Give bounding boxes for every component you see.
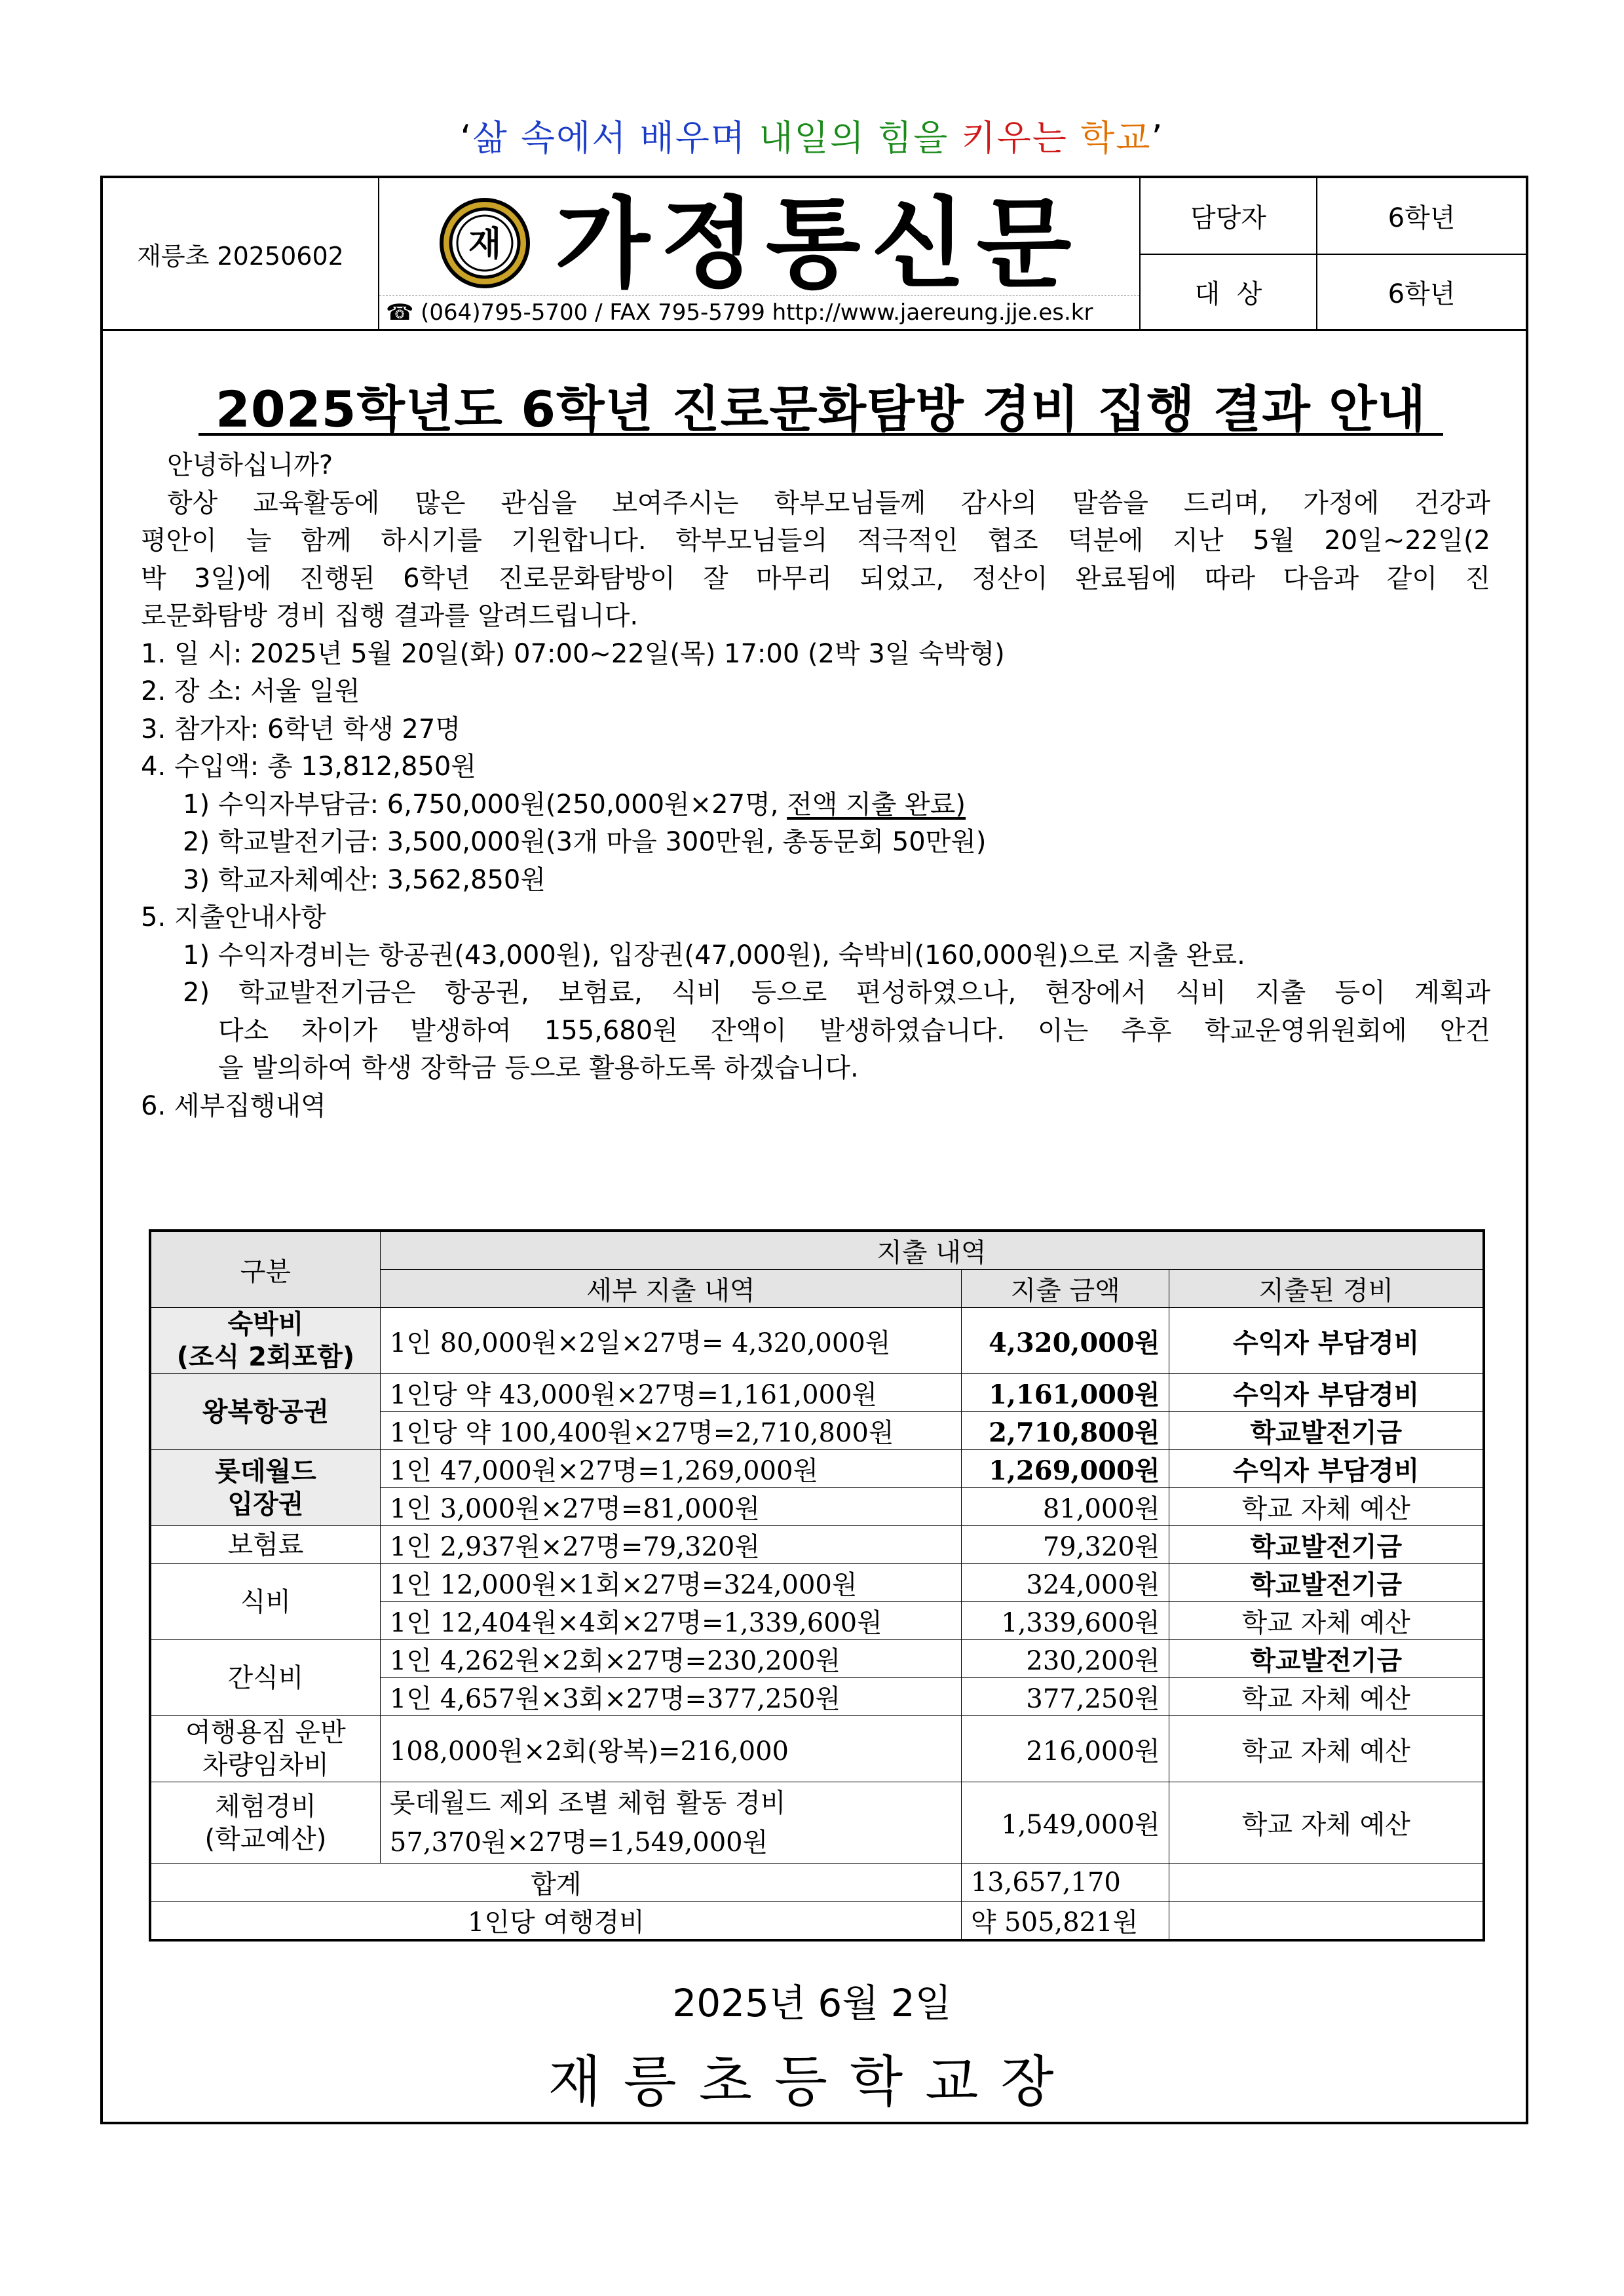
target-label: 대 상 <box>1194 279 1262 309</box>
table-row <box>150 1450 1484 1488</box>
fund-cell: 학교 자체 예산 <box>1169 1716 1484 1782</box>
motto-word: 배우며 <box>639 117 747 159</box>
paragraph-line: 평안이 늘 함께 하시기를 기원합니다. 학부모님들의 적극적인 협조 덕분에 지난 5월 20일~22일(2 <box>141 526 1490 556</box>
detail-cell: 1인 12,000원×1회×27명=324,000원 <box>380 1564 961 1602</box>
list-subitem-fund-note-cont: 다소 차이가 발생하여 155,680원 잔액이 발생하였습니다. 이는 추후 학교운영위원회에 안건 <box>218 1015 1490 1046</box>
table-row <box>150 1526 1484 1564</box>
category-cell: 여행용짐 운반 차량임차비 <box>150 1716 380 1782</box>
target-value: 6학년 <box>1388 279 1456 309</box>
masthead-area <box>379 178 1139 329</box>
motto-quote-open: ‘ <box>460 117 473 159</box>
header-amount: 지출 금액 <box>961 1270 1169 1308</box>
list-subitem-fund-note: 2) 학교발전기금은 항공권, 보험료, 식비 등으로 편성하였으나, 현장에서 식비 지출 등이 계획과 <box>183 978 1490 1008</box>
issue-date: 2025년 6월 2일 <box>672 1981 952 2025</box>
category-cell: 왕복항공권 <box>150 1374 380 1450</box>
fund-cell: 학교 자체 예산 <box>1169 1602 1484 1640</box>
school-seal-icon <box>438 197 531 290</box>
fund-cell: 학교발전기금 <box>1169 1640 1484 1678</box>
beneficiary-fee-text: 1) 수익자부담금: 6,750,000원(250,000원×27명, <box>183 789 787 820</box>
paragraph-line: 박 3일)에 진행된 6학년 진로문화탐방이 잘 마무리 되었고, 정산이 완료됨에 따라 다음과 같이 진 <box>141 563 1490 594</box>
fund-cell: 학교발전기금 <box>1169 1564 1484 1602</box>
fund-cell: 수익자 부담경비 <box>1169 1308 1484 1374</box>
amount-cell: 324,000원 <box>961 1564 1169 1602</box>
list-item-place: 2. 장 소: 서울 일원 <box>141 676 360 706</box>
per-person-label: 1인당 여행경비 <box>150 1902 961 1941</box>
list-item-expense-notes: 5. 지출안내사항 <box>141 902 326 932</box>
fund-cell: 학교발전기금 <box>1169 1526 1484 1564</box>
list-subitem-beneficiary-fee <box>141 786 1490 824</box>
table-row <box>150 1782 1484 1864</box>
fund-cell: 수익자 부담경비 <box>1169 1450 1484 1488</box>
detail-cell: 1인 4,657원×3회×27명=377,250원 <box>380 1678 961 1716</box>
total-fund-empty <box>1169 1864 1484 1902</box>
amount-cell: 1,549,000원 <box>961 1782 1169 1864</box>
detail-cell: 1인 47,000원×27명=1,269,000원 <box>380 1450 961 1488</box>
fund-cell: 학교 자체 예산 <box>1169 1782 1484 1864</box>
school-contact: ☎ (064)795-5700 / FAX 795-5799 http://www.jaereung.jje.es.kr <box>379 295 1139 329</box>
list-subitem-school-budget: 3) 학교자체예산: 3,562,850원 <box>183 864 546 895</box>
header-expense-group: 지출 내역 <box>380 1231 1484 1270</box>
table-row <box>150 1640 1484 1678</box>
document-number: 재릉초 20250602 <box>137 241 344 271</box>
header-category: 구분 <box>150 1231 380 1308</box>
detail-cell: 1인 2,937원×27명=79,320원 <box>380 1526 961 1564</box>
list-item-income: 4. 수입액: 총 13,812,850원 <box>141 752 477 782</box>
principal-signature-line: 재릉초등학교장 <box>548 2050 1076 2114</box>
school-motto <box>0 110 1624 161</box>
per-person-fund-empty <box>1169 1902 1484 1941</box>
detail-cell: 1인 4,262원×2회×27명=230,200원 <box>380 1640 961 1678</box>
list-item-details: 6. 세부집행내역 <box>141 1090 326 1121</box>
list-subitem-beneficiary-expense: 1) 수익자경비는 항공권(43,000원), 입장권(47,000원), 숙박비(160,000원)으로 지출 완료. <box>183 940 1245 970</box>
category-cell: 식비 <box>150 1564 380 1640</box>
motto-word: 힘을 <box>877 117 949 159</box>
amount-cell: 230,200원 <box>961 1640 1169 1678</box>
amount-cell: 1,161,000원 <box>961 1374 1169 1412</box>
motto-word: 학교 <box>1080 117 1152 159</box>
detail-cell: 1인 80,000원×2일×27명= 4,320,000원 <box>380 1308 961 1374</box>
table-row <box>150 1308 1484 1374</box>
letter-header <box>103 178 1526 331</box>
category-cell: 숙박비 (조식 2회포함) <box>150 1308 380 1374</box>
document-frame <box>100 176 1528 2124</box>
motto-word: 키우는 <box>961 117 1068 159</box>
table-row <box>150 1564 1484 1602</box>
detail-cell: 1인당 약 100,400원×27명=2,710,800원 <box>380 1412 961 1450</box>
expense-table <box>149 1229 1485 1942</box>
category-cell: 간식비 <box>150 1640 380 1716</box>
fund-cell: 학교 자체 예산 <box>1169 1678 1484 1716</box>
paragraph-line: 항상 교육활동에 많은 관심을 보여주시는 학부모님들께 감사의 말씀을 드리며, 가정에 건강과 <box>167 488 1490 518</box>
list-subitem-development-fund: 2) 학교발전기금: 3,500,000원(3개 마을 300만원, 총동문회 50만원) <box>183 827 987 857</box>
list-item-participants: 3. 참가자: 6학년 학생 27명 <box>141 714 461 744</box>
manager-label: 담당자 <box>1190 203 1266 233</box>
table-row <box>150 1716 1484 1782</box>
header-fund: 지출된 경비 <box>1169 1270 1484 1308</box>
paragraph-line: 로문화탐방 경비 집행 결과를 알려드립니다. <box>141 601 639 631</box>
beneficiary-fee-complete: 전액 지출 완료) <box>787 789 966 820</box>
category-cell: 롯데월드 입장권 <box>150 1450 380 1526</box>
amount-cell: 1,339,600원 <box>961 1602 1169 1640</box>
letter-body <box>141 447 1490 1125</box>
amount-cell: 377,250원 <box>961 1678 1169 1716</box>
detail-cell: 1인 3,000원×27명=81,000원 <box>380 1488 961 1526</box>
amount-cell: 81,000원 <box>961 1488 1169 1526</box>
amount-cell: 1,269,000원 <box>961 1450 1169 1488</box>
motto-word: 내일의 <box>759 117 865 159</box>
detail-cell: 1인당 약 43,000원×27명=1,161,000원 <box>380 1374 961 1412</box>
per-person-amount: 약 505,821원 <box>961 1902 1169 1941</box>
fund-cell: 수익자 부담경비 <box>1169 1374 1484 1412</box>
amount-cell: 79,320원 <box>961 1526 1169 1564</box>
table-total-row <box>150 1864 1484 1902</box>
table-per-person-row <box>150 1902 1484 1941</box>
amount-cell: 4,320,000원 <box>961 1308 1169 1374</box>
page-title: 2025학년도 6학년 진로문화탐방 경비 집행 결과 안내 <box>215 380 1427 438</box>
table-header-row <box>150 1231 1484 1270</box>
motto-quote-close: ’ <box>1151 117 1164 159</box>
category-cell: 보험료 <box>150 1526 380 1564</box>
detail-cell: 롯데월드 제외 조별 체험 활동 경비 57,370원×27명=1,549,000원 <box>380 1782 961 1864</box>
total-label: 합계 <box>150 1864 961 1902</box>
motto-word: 삶 속에서 <box>472 117 628 159</box>
amount-cell: 216,000원 <box>961 1716 1169 1782</box>
masthead-title: 가정통신문 <box>555 186 1082 301</box>
manager-value: 6학년 <box>1388 203 1456 233</box>
header-detail: 세부 지출 내역 <box>380 1270 961 1308</box>
greeting: 안녕하십니까? <box>167 450 333 480</box>
fund-cell: 학교발전기금 <box>1169 1412 1484 1450</box>
amount-cell: 2,710,800원 <box>961 1412 1169 1450</box>
detail-cell: 108,000원×2회(왕복)=216,000 <box>380 1716 961 1782</box>
list-item-schedule: 1. 일 시: 2025년 5월 20일(화) 07:00~22일(목) 17:00 (2박 3일 숙박형) <box>141 638 1005 669</box>
total-amount: 13,657,170 <box>961 1864 1169 1902</box>
list-subitem-fund-note-cont: 을 발의하여 학생 장학금 등으로 활용하도록 하겠습니다. <box>218 1053 859 1083</box>
seal-glyph: 재 <box>468 225 502 264</box>
table-row <box>150 1374 1484 1412</box>
detail-cell: 1인 12,404원×4회×27명=1,339,600원 <box>380 1602 961 1640</box>
title-underline <box>198 433 1443 436</box>
fund-cell: 학교 자체 예산 <box>1169 1488 1484 1526</box>
category-cell: 체험경비 (학교예산) <box>150 1782 380 1864</box>
